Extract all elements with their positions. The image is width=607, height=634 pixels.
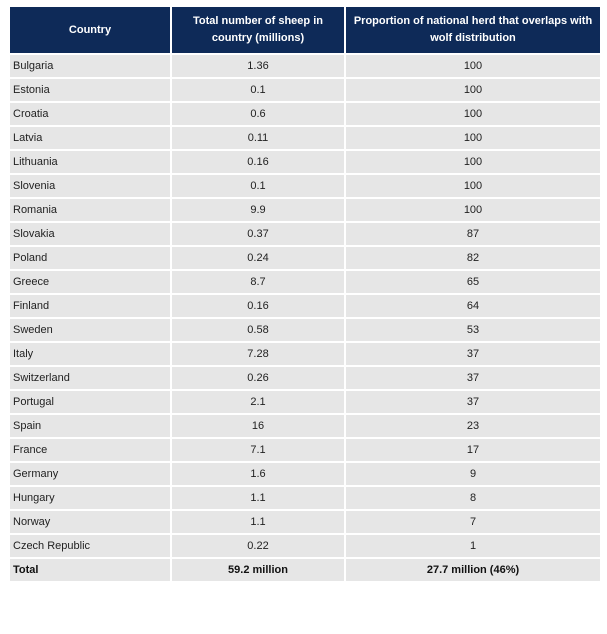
table-row: [10, 319, 600, 341]
table-row: [10, 295, 600, 317]
proportion-cell: 100: [346, 127, 600, 149]
country-cell: Lithuania: [10, 151, 170, 173]
sheep-total-cell: 0.58: [172, 319, 344, 341]
sheep-total-cell: 8.7: [172, 271, 344, 293]
country-cell: Finland: [10, 295, 170, 317]
country-cell: Bulgaria: [10, 55, 170, 77]
sheep-total-cell: 0.16: [172, 151, 344, 173]
proportion-cell: 53: [346, 319, 600, 341]
sheep-total-cell: 1.1: [172, 511, 344, 533]
proportion-cell: 8: [346, 487, 600, 509]
sheep-total-cell: 0.1: [172, 79, 344, 101]
country-cell: Norway: [10, 511, 170, 533]
table-row: [10, 103, 600, 125]
sheep-total-cell: 7.28: [172, 343, 344, 365]
country-cell: Czech Republic: [10, 535, 170, 557]
sheep-total-cell: 1.1: [172, 487, 344, 509]
country-cell: Portugal: [10, 391, 170, 413]
country-cell: Romania: [10, 199, 170, 221]
country-cell: Estonia: [10, 79, 170, 101]
sheep-total-cell: 7.1: [172, 439, 344, 461]
sheep-total-cell: 0.26: [172, 367, 344, 389]
proportion-cell: 23: [346, 415, 600, 437]
sheep-total-cell: 0.11: [172, 127, 344, 149]
table-header: [10, 7, 600, 53]
table-row: [10, 391, 600, 413]
table-row: [10, 223, 600, 245]
sheep-wolf-table: [8, 5, 602, 583]
sheep-total-cell: 16: [172, 415, 344, 437]
country-cell: France: [10, 439, 170, 461]
table-row: [10, 463, 600, 485]
country-cell: Slovakia: [10, 223, 170, 245]
proportion-cell: 1: [346, 535, 600, 557]
country-cell: Poland: [10, 247, 170, 269]
proportion-cell: 37: [346, 367, 600, 389]
sheep-total-cell: 0.37: [172, 223, 344, 245]
header-row: [10, 7, 600, 53]
table-row: [10, 79, 600, 101]
table-row: [10, 247, 600, 269]
country-cell: Total: [10, 559, 170, 581]
country-cell: Latvia: [10, 127, 170, 149]
proportion-cell: 100: [346, 199, 600, 221]
proportion-cell: 7: [346, 511, 600, 533]
sheep-total-cell: 1.36: [172, 55, 344, 77]
sheep-total-cell: 0.6: [172, 103, 344, 125]
proportion-cell: 87: [346, 223, 600, 245]
country-cell: Spain: [10, 415, 170, 437]
table-row: [10, 487, 600, 509]
table-row: [10, 127, 600, 149]
country-cell: Greece: [10, 271, 170, 293]
country-cell: Italy: [10, 343, 170, 365]
country-cell: Germany: [10, 463, 170, 485]
table-row: [10, 511, 600, 533]
proportion-cell: 27.7 million (46%): [346, 559, 600, 581]
proportion-cell: 100: [346, 103, 600, 125]
total-row: [10, 559, 600, 581]
table-row: [10, 175, 600, 197]
table-row: [10, 415, 600, 437]
country-cell: Switzerland: [10, 367, 170, 389]
proportion-cell: 64: [346, 295, 600, 317]
sheep-total-cell: 0.1: [172, 175, 344, 197]
table-body: [10, 55, 600, 581]
proportion-cell: 37: [346, 343, 600, 365]
sheep-total-cell: 9.9: [172, 199, 344, 221]
table-row: [10, 367, 600, 389]
sheep-total-cell: 1.6: [172, 463, 344, 485]
sheep-total-cell: 59.2 million: [172, 559, 344, 581]
proportion-cell: 100: [346, 55, 600, 77]
table-row: [10, 439, 600, 461]
table-row: [10, 55, 600, 77]
header-sheep-total: Total number of sheep in country (millions): [172, 7, 344, 53]
sheep-wolf-table-container: [8, 5, 598, 583]
proportion-cell: 82: [346, 247, 600, 269]
country-cell: Slovenia: [10, 175, 170, 197]
proportion-cell: 37: [346, 391, 600, 413]
sheep-total-cell: 2.1: [172, 391, 344, 413]
country-cell: Sweden: [10, 319, 170, 341]
header-country: Country: [10, 7, 170, 53]
proportion-cell: 100: [346, 151, 600, 173]
proportion-cell: 100: [346, 175, 600, 197]
proportion-cell: 65: [346, 271, 600, 293]
country-cell: Hungary: [10, 487, 170, 509]
proportion-cell: 100: [346, 79, 600, 101]
table-row: [10, 343, 600, 365]
proportion-cell: 9: [346, 463, 600, 485]
table-row: [10, 199, 600, 221]
table-row: [10, 271, 600, 293]
header-proportion-overlap: Proportion of national herd that overlaps with wolf distribution: [346, 7, 600, 53]
sheep-total-cell: 0.24: [172, 247, 344, 269]
sheep-total-cell: 0.16: [172, 295, 344, 317]
proportion-cell: 17: [346, 439, 600, 461]
country-cell: Croatia: [10, 103, 170, 125]
table-row: [10, 535, 600, 557]
table-row: [10, 151, 600, 173]
sheep-total-cell: 0.22: [172, 535, 344, 557]
